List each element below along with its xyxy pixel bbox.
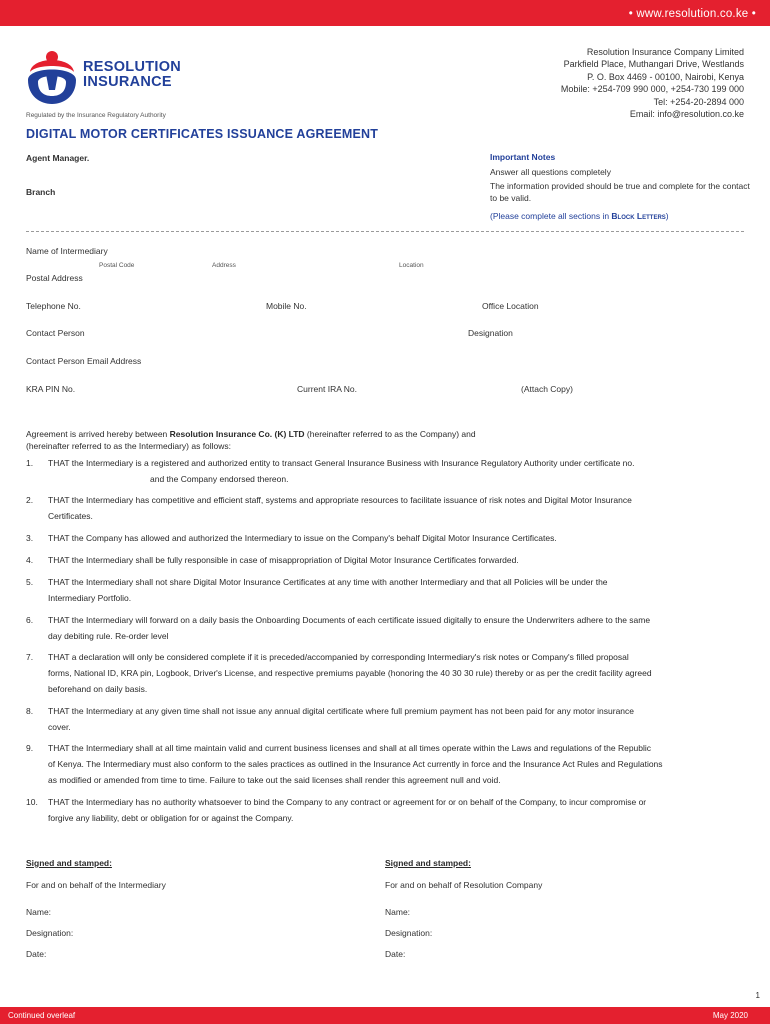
clause-5: 5. THAT the Intermediary shall not share Digital Motor Insurance Certificates at any time with another Intermediary and that all Policies will be under the Intermediary Portfolio.: [26, 577, 608, 603]
clause-7: 7. THAT a declaration will only be considered complete if it is preceded/accompanied by corresponding Intermediary's risk notes or Company's filled proposal forms, National ID, KRA pin, Logbook, Driver's License, and respective premiums payable (honoring the 40 30 30 rule) thereby or as per the credit facility agreed beforehand on daily basis.: [26, 652, 652, 694]
office-location-field[interactable]: Office Location: [482, 301, 539, 311]
telephone-field[interactable]: Telephone No.: [26, 301, 81, 311]
company-tel: Tel: +254-20-2894 000: [653, 96, 744, 107]
clause-1: 1. THAT the Intermediary is a registered and authorized entity to transact General Insurance Business with Insurance Regulatory Authority under certificate no. and the Company endorsed thereon.: [26, 458, 635, 484]
signed-stamped-intermediary: Signed and stamped:: [26, 858, 112, 868]
clause-3: 3. THAT the Company has allowed and authorized the Intermediary to issue on the Company's behalf Digital Motor Insurance Certificates.: [26, 533, 557, 543]
designation-field[interactable]: Designation: [468, 328, 513, 338]
behalf-company: For and on behalf of Resolution Company: [385, 880, 543, 890]
document-date: May 2020: [712, 1011, 748, 1020]
intermediary-date-field[interactable]: Date:: [26, 949, 47, 959]
kra-pin-field[interactable]: KRA PIN No.: [26, 384, 76, 394]
top-bar: [0, 0, 770, 26]
company-address: Parkfield Place, Muthangari Drive, Westlands: [563, 59, 744, 70]
page-number: 1: [755, 991, 760, 1000]
intermediary-designation-field[interactable]: Designation:: [26, 928, 74, 938]
clause-10: 10. THAT the Intermediary has no authority whatsoever to bind the Company to any contract or agreement for or on behalf of the Company, to incur compromise or forgive any liability, debt or obligation for or against the Company.: [26, 797, 647, 823]
agent-manager-field[interactable]: Agent Manager.: [26, 153, 90, 163]
website-url[interactable]: • www.resolution.co.ke •: [628, 8, 756, 20]
company-contact-block: [561, 46, 744, 120]
address-field[interactable]: Address: [212, 262, 236, 269]
contact-person-field[interactable]: Contact Person: [26, 328, 85, 338]
company-designation-field[interactable]: Designation:: [385, 928, 433, 938]
clause-9: 9. THAT the Intermediary shall at all time maintain valid and current business licenses and shall at all times operate within the Laws and regulations of the Republic of Kenya. The Intermediary must also conform to the sales practices as outlined in the Insurance Act currently in force and the Insurance Act Rules and Regulations as modified or amended from time to time. Failure to take out the said licenses shall render this agreement null and void.: [26, 743, 663, 785]
behalf-intermediary: For and on behalf of the Intermediary: [26, 880, 166, 890]
bottom-bar: [0, 1007, 770, 1024]
agreement-intro: Agreement is arrived hereby between Resolution Insurance Co. (K) LTD (hereinafter referred to as the Company) and (hereinafter referred to as the Intermediary) as follows:: [26, 429, 476, 451]
attach-copy-note: (Attach Copy): [521, 384, 573, 394]
company-name: Resolution Insurance Company Limited: [586, 47, 744, 57]
clause-4: 4. THAT the Intermediary shall be fully responsible in case of misappropriation of Digital Motor Insurance Certificates forwarded.: [26, 555, 519, 565]
company-email[interactable]: Email: info@resolution.co.ke: [629, 109, 744, 120]
name-of-intermediary-field[interactable]: Name of Intermediary: [26, 246, 108, 256]
postal-code-field[interactable]: Postal Code: [99, 262, 135, 269]
company-mobile: Mobile: +254-709 990 000, +254-730 199 000: [560, 84, 744, 95]
contact-email-field[interactable]: Contact Person Email Address: [26, 356, 142, 366]
clause-2: 2. THAT the Intermediary has competitive and efficient staff, systems and appropriate resources to facilitate issuance of risk notes and Digital Motor Insurance Certificates.: [26, 495, 632, 521]
company-date-field[interactable]: Date:: [385, 949, 406, 959]
branch-field[interactable]: Branch: [26, 187, 56, 197]
postal-address-label: Postal Address: [26, 273, 83, 283]
block-letters-note: (Please complete all sections in Block Letters): [490, 211, 669, 221]
current-ira-field[interactable]: Current IRA No.: [297, 384, 357, 394]
important-notes: Answer all questions completely The information provided should be true and complete for the contact to be valid. (Please complete all sections in Block Letters): [490, 167, 750, 221]
section-divider: [26, 231, 744, 232]
logo-wordmark: RESOLUTION INSURANCE: [83, 59, 182, 90]
location-field[interactable]: Location: [399, 262, 424, 269]
page-title: DIGITAL MOTOR CERTIFICATES ISSUANCE AGREEMENT: [26, 127, 379, 141]
important-notes-title: Important Notes: [490, 152, 556, 162]
clause-8: 8. THAT the Intermediary at any given time shall not issue any annual digital certificate where full premium payment has not been paid for any motor insurance cover.: [26, 706, 635, 732]
company-po-box: P. O. Box 4469 - 00100, Nairobi, Kenya: [587, 71, 744, 82]
continued-overleaf: Continued overleaf: [8, 1011, 76, 1020]
clause-6: 6. THAT the Intermediary will forward on a daily basis the Onboarding Documents of each certificate issued digitally to ensure the Underwriters adhere to the same day debiting rule. Re-order level: [26, 615, 651, 641]
intermediary-name-field[interactable]: Name:: [26, 907, 52, 917]
regulated-note: Regulated by the Insurance Regulatory Authority: [26, 112, 166, 119]
signed-stamped-company: Signed and stamped:: [385, 858, 471, 868]
company-name-field[interactable]: Name:: [385, 907, 411, 917]
mobile-field[interactable]: Mobile No.: [266, 301, 307, 311]
